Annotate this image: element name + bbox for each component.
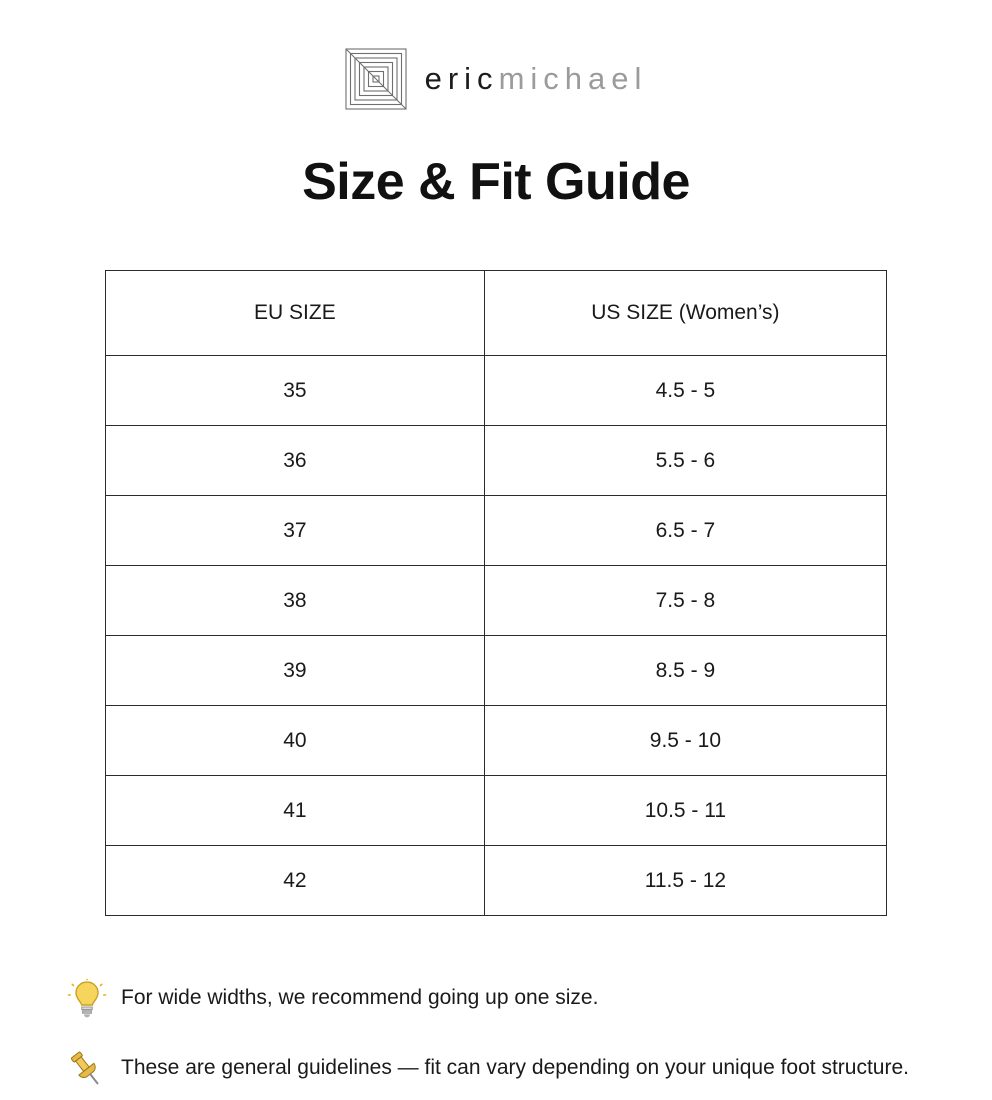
note-text: For wide widths, we recommend going up one size. bbox=[121, 986, 599, 1009]
brand-wordmark bbox=[425, 61, 648, 97]
table-row bbox=[106, 356, 887, 426]
table-row bbox=[106, 706, 887, 776]
table-row bbox=[106, 776, 887, 846]
cell-us-size: 4.5 - 5 bbox=[484, 356, 886, 426]
size-table bbox=[105, 270, 887, 916]
brand-name-primary: eric bbox=[424, 61, 499, 96]
table-row bbox=[106, 846, 887, 916]
page-title: Size & Fit Guide bbox=[302, 153, 690, 211]
cell-eu-size: 38 bbox=[106, 566, 485, 636]
size-table-container bbox=[105, 270, 887, 916]
table-row bbox=[106, 496, 887, 566]
table-header-row bbox=[106, 271, 887, 356]
cell-us-size: 10.5 - 11 bbox=[484, 776, 886, 846]
column-header-us-size: US SIZE (Women’s) bbox=[484, 271, 886, 356]
brand-logo bbox=[0, 0, 992, 110]
cell-us-size: 5.5 - 6 bbox=[484, 426, 886, 496]
cell-eu-size: 41 bbox=[106, 776, 485, 846]
cell-eu-size: 35 bbox=[106, 356, 485, 426]
cell-us-size: 6.5 - 7 bbox=[484, 496, 886, 566]
cell-us-size: 8.5 - 9 bbox=[484, 636, 886, 706]
cell-us-size: 7.5 - 8 bbox=[484, 566, 886, 636]
concentric-squares-logo-icon bbox=[345, 48, 407, 110]
brand-name-secondary: michael bbox=[498, 61, 648, 96]
cell-eu-size: 39 bbox=[106, 636, 485, 706]
cell-eu-size: 42 bbox=[106, 846, 485, 916]
table-row bbox=[106, 636, 887, 706]
table-row bbox=[106, 566, 887, 636]
note-general-guidelines bbox=[67, 1052, 961, 1092]
table-row bbox=[106, 426, 887, 496]
cell-us-size: 9.5 - 10 bbox=[484, 706, 886, 776]
cell-eu-size: 40 bbox=[106, 706, 485, 776]
notes-section bbox=[31, 982, 961, 1092]
cell-eu-size: 37 bbox=[106, 496, 485, 566]
note-text: These are general guidelines — fit can vary depending on your unique foot structure. bbox=[121, 1056, 909, 1079]
column-header-eu-size: EU SIZE bbox=[106, 271, 485, 356]
pushpin-icon bbox=[67, 1052, 107, 1092]
light-bulb-icon bbox=[67, 982, 107, 1022]
note-wide-widths bbox=[67, 982, 961, 1022]
cell-eu-size: 36 bbox=[106, 426, 485, 496]
cell-us-size: 11.5 - 12 bbox=[484, 846, 886, 916]
